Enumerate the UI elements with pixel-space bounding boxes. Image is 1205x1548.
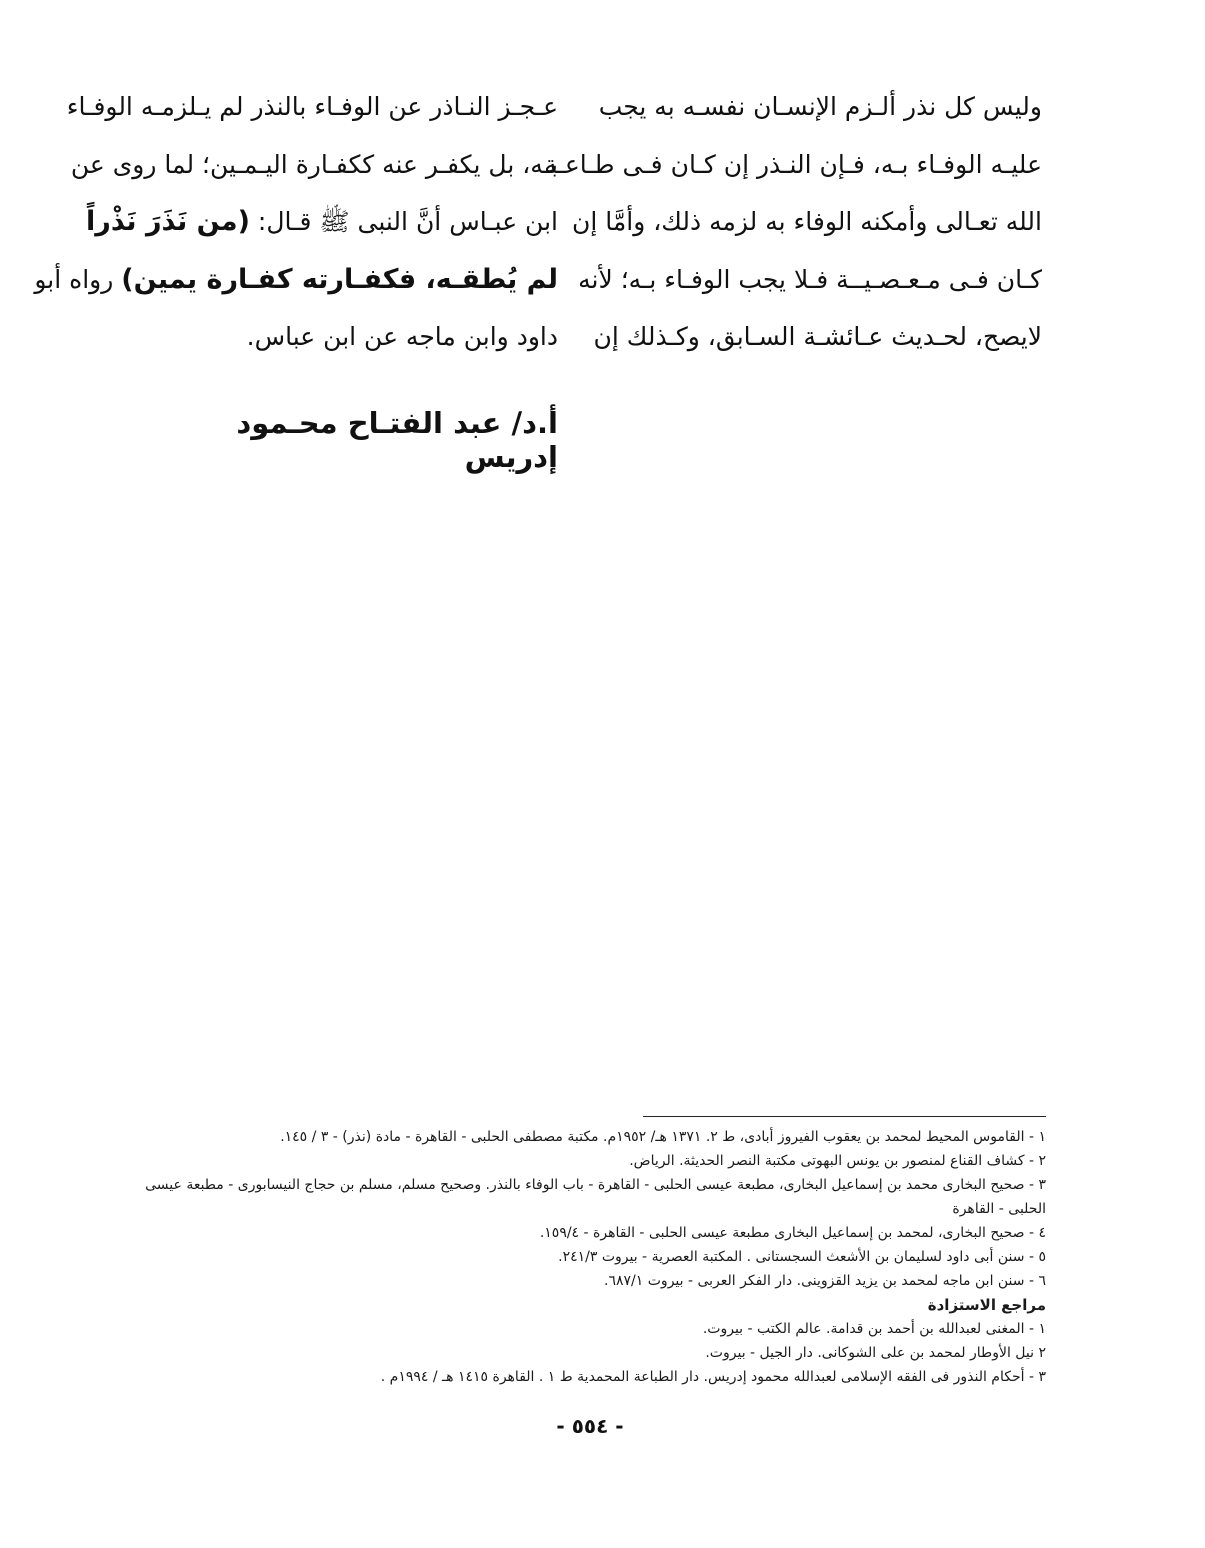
paragraph-line: داود وابن ماجه عن ابن عباس. bbox=[246, 322, 558, 351]
footnote: ٢ - كشاف القناع لمنصور بن يونس البهوتى مكتبة النصر الحديثة. الرياض. bbox=[629, 1153, 1046, 1169]
page-number: - ٥٥٤ - bbox=[556, 1414, 624, 1438]
footnote: ٥ - سنن أبى داود لسليمان بن الأشعث السجستانى . المكتبة العصرية - بيروت ٢٤١/٣. bbox=[558, 1249, 1046, 1265]
paragraph-line: لايصح، لحـديث عـائشـة السـابق، وكـذلك إن bbox=[593, 322, 1042, 351]
paragraph-line: بـه، بل يكفـر عنه ككفـارة اليـمـين؛ لما روى عن bbox=[70, 149, 558, 179]
author-signature: أ.د/ عبد الفتـاح محـمود إدريس bbox=[236, 406, 558, 474]
reference-item: ٢ نيل الأوطار لمحمد بن على الشوكانى. دار الجيل - بيروت. bbox=[705, 1345, 1046, 1361]
hadith-quote: (من نَذَرَ نَذْراً bbox=[86, 206, 250, 237]
footnote: ٣ - صحيح البخارى محمد بن إسماعيل البخارى، مطبعة عيسى الحلبى - القاهرة - باب الوفاء بالنذر. وصحيح مسلم، مسلم بن حجاج النيسابورى - مطبعة عيسى الحلبى - القاهرة bbox=[145, 1177, 1046, 1217]
further-reading-heading: مراجع الاستزادة bbox=[927, 1296, 1046, 1314]
footnote: ٦ - سنن ابن ماجه لمحمد بن يزيد القزوينى. دار الفكر العربى - بيروت ٦٨٧/١. bbox=[604, 1273, 1046, 1289]
paragraph-line: الله تعـالى وأمكنه الوفاء به لزمه ذلك، وأمَّا إن bbox=[572, 207, 1042, 236]
paragraph-line: عـجـز النـاذر عن الوفـاء بالنذر لم يـلزمـه الوفـاء bbox=[66, 92, 558, 121]
reference-item: ١ - المغنى لعبدالله بن أحمد بن قدامة. عالم الكتب - بيروت. bbox=[702, 1321, 1046, 1337]
footnotes-section bbox=[140, 1125, 1046, 1389]
paragraph-text: رواه أبو bbox=[34, 264, 122, 294]
paragraph-line bbox=[34, 251, 558, 309]
paragraph-line: كـان فـى مـعـصـيــة فـلا يجب الوفـاء بـه؛ لأنه bbox=[578, 264, 1042, 294]
footnote: ١ - القاموس المحيط لمحمد بن يعقوب الفيروز أبادى، ط ٢. ١٣٧١ هـ/ ١٩٥٢م. مكتبة مصطفى الحلبى - القاهرة - مادة (نذر) - ٣ / ١٤٥. bbox=[280, 1129, 1046, 1145]
hadith-quote: لم يُطقـه، فكفـارته كفـارة يمين) bbox=[121, 263, 558, 295]
right-text-column bbox=[544, 78, 1042, 366]
paragraph-line: عليـه الوفـاء بـه، فـإن النـذر إن كـان فـى طـاعـة bbox=[544, 149, 1042, 179]
footnote-separator bbox=[643, 1116, 1046, 1117]
footnote: ٤ - صحيح البخارى، لمحمد بن إسماعيل البخارى مطبعة عيسى الحلبى - القاهرة - ١٥٩/٤. bbox=[539, 1225, 1046, 1241]
paragraph-text: ابن عبـاس أنَّ النبى ﷺ قـال: bbox=[249, 207, 558, 236]
paragraph-line bbox=[86, 193, 558, 251]
left-text-column bbox=[34, 78, 558, 366]
paragraph-line: وليس كل نذر ألـزم الإنسـان نفسـه به يجب bbox=[598, 92, 1042, 121]
reference-item: ٣ - أحكام النذور فى الفقه الإسلامى لعبدالله محمود إدريس. دار الطباعة المحمدية ط ١ . القاهرة ١٤١٥ هـ / ١٩٩٤م . bbox=[380, 1369, 1046, 1385]
